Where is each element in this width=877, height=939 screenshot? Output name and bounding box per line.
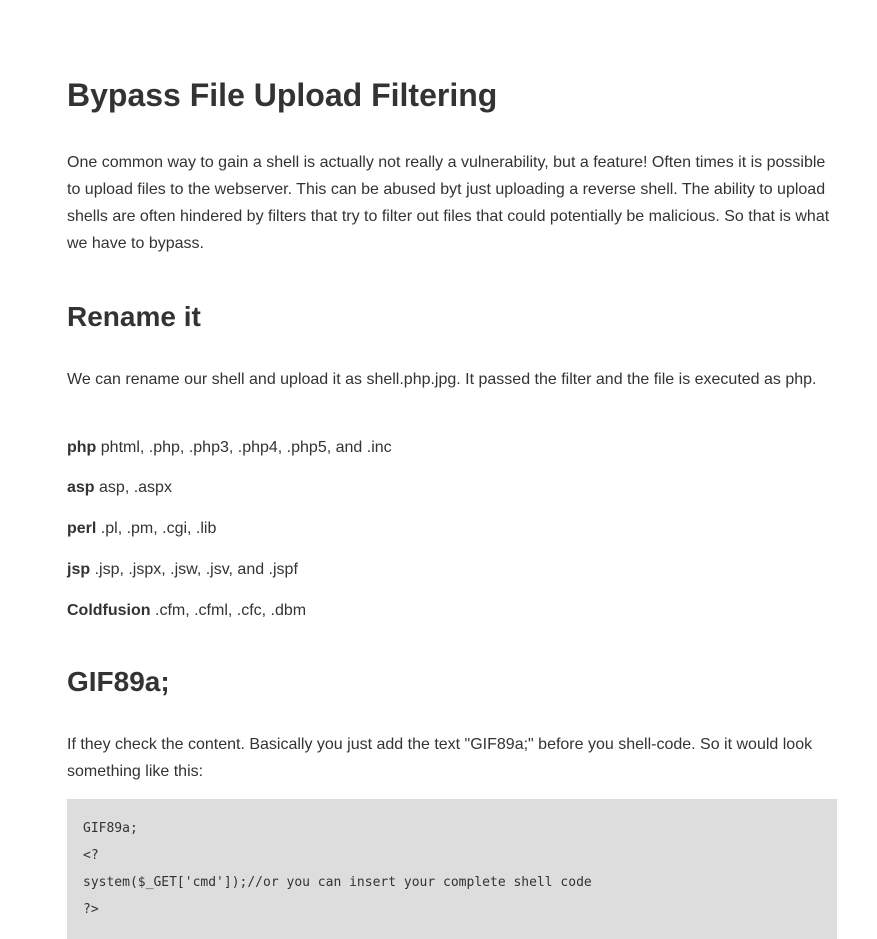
heading-rename-it: Rename it [67,301,201,332]
code-line: <? [83,848,99,863]
rename-paragraph: We can rename our shell and upload it as shell.php.jpg. It passed the filter and the file is executed as php. [67,371,817,388]
extension-row-asp [67,474,837,501]
code-line: ?> [83,902,99,917]
extension-row-perl [67,515,837,542]
page-title: Bypass File Upload Filtering [67,77,498,113]
gif-paragraph: If they check the content. Basically you just add the text "GIF89a;" before you shell-code. So it would look something like this: [67,736,813,780]
extension-list: .jsp, .jspx, .jsw, .jsv, and .jspf [90,561,298,578]
heading-gif89a: GIF89a; [67,666,170,697]
code-block [67,799,837,939]
extension-lang: asp [67,479,95,496]
extension-row-jsp [67,556,837,583]
extension-list: asp, .aspx [94,479,172,496]
code-line: GIF89a; [83,821,138,836]
extension-row-coldfusion [67,597,837,624]
extension-lang: jsp [67,561,91,578]
extension-list: .cfm, .cfml, .cfc, .dbm [150,602,307,619]
extension-lang: perl [67,520,97,537]
intro-paragraph: One common way to gain a shell is actually not really a vulnerability, but a feature! Often times it is possible to upload files to the webserver. This can be abused byt just uploading a reverse shell. The ability to upload shells are often hindered by filters that try to filter out files that could potentially be malicious. So that is what we have to bypass. [67,154,830,252]
extension-list: .pl, .pm, .cgi, .lib [96,520,217,537]
extension-row-php [67,434,837,461]
extension-list: phtml, .php, .php3, .php4, .php5, and .inc [96,439,392,456]
extension-lang: Coldfusion [67,602,151,619]
extension-lang: php [67,439,97,456]
code-line: system($_GET['cmd']);//or you can insert your complete shell code [83,875,592,890]
